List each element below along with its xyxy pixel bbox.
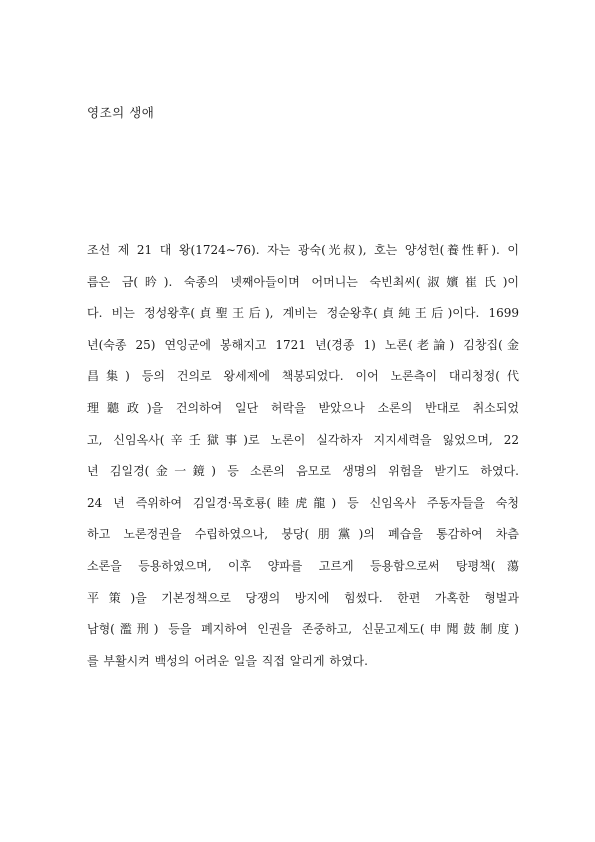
text-line: 하고 노론정권을 수립하였으나, 붕당(朋黨)의 폐습을 통감하여 차츰 (87, 527, 519, 542)
text-line: 平策)을 기본정책으로 당쟁의 방지에 힘썼다. 한편 가혹한 형벌과 (87, 590, 519, 605)
text-line: 년 김일경(金一鏡) 등 소론의 음모로 생명의 위험을 받기도 하였다. (87, 464, 519, 479)
text-line: 昌集) 등의 건의로 왕세제에 책봉되었다. 이어 노론측이 대리청정(代 (87, 369, 519, 384)
text-line: 조선 제 21 대 왕(1724∼76). 자는 광숙(光叔), 호는 양성헌(養性軒). 이 (87, 243, 519, 257)
text-line: 24 년 즉위하여 김일경·목호룡(睦虎龍) 등 신임옥사 주동자들을 숙청 (87, 495, 519, 510)
text-line: 름은 금(昑). 숙종의 넷째아들이며 어머니는 숙빈최씨(淑嬪崔氏)이 (87, 274, 519, 289)
text-line: 고, 신임옥사(辛壬獄事)로 노론이 실각하자 지지세력을 잃었으며, 22 (87, 432, 519, 447)
text-line: 다. 비는 정성왕후(貞聖王后), 계비는 정순왕후(貞純王后)이다. 1699 (87, 306, 519, 321)
text-line: 理聽政)을 건의하여 일단 허락을 받았으나 소론의 반대로 취소되었 (87, 400, 519, 415)
body-paragraph (87, 235, 519, 677)
text-line: 년(숙종 25) 연잉군에 봉해지고 1721 년(경종 1) 노론(老論) 김창집(金 (87, 337, 519, 352)
text-line: 남형(濫刑) 등을 폐지하여 인권을 존중하고, 신문고제도(申聞鼓制度) (87, 622, 519, 637)
text-line: 소론을 등용하였으며, 이후 양파를 고르게 등용함으로써 탕평책(蕩 (87, 558, 519, 573)
text-line: 를 부활시켜 백성의 어려운 일을 직접 알리게 하였다. (87, 653, 368, 668)
document-title: 영조의 생애 (87, 105, 155, 120)
